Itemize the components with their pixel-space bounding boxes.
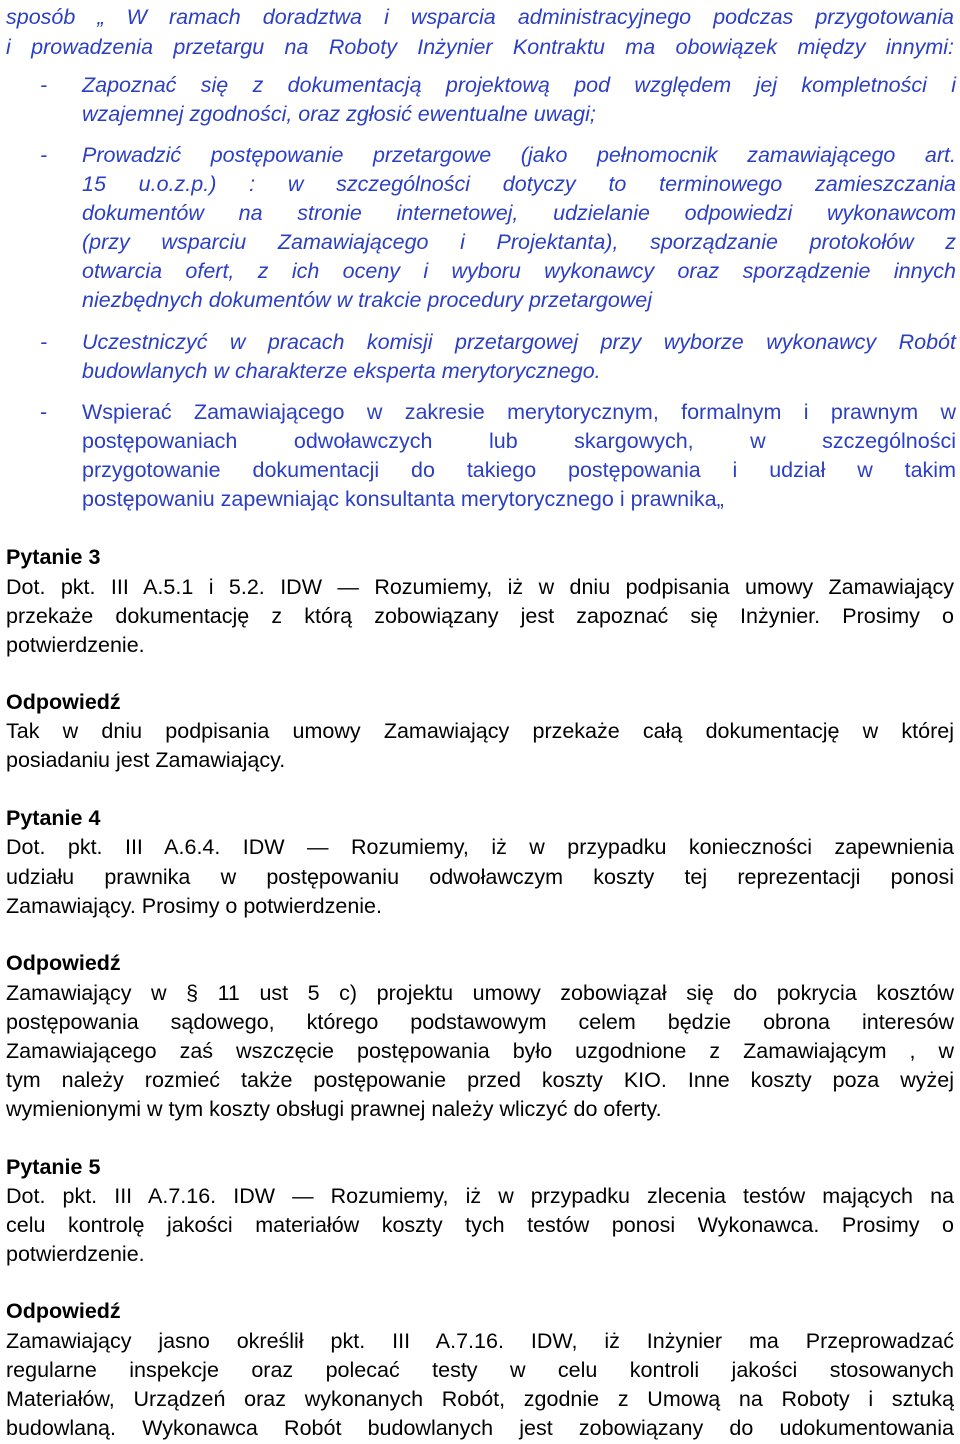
bullet-line: Prowadzić postępowanie przetargowe (jako pełnomocnik zamawiającego art. xyxy=(82,143,956,167)
bullet-line: dokumentów na stronie internetowej, udzielanie odpowiedzi wykonawcom xyxy=(82,201,956,225)
answer-line: postępowania sądowego, którego podstawowym celem będzie obrona interesów xyxy=(6,1010,954,1034)
answer-line: Zamawiający w § 11 ust 5 c) projektu umowy zobowiązał się do pokrycia kosztów xyxy=(6,981,954,1005)
question-heading: Pytanie 5 xyxy=(6,1155,101,1179)
bullet-line: Wspierać Zamawiającego w zakresie merytorycznym, formalnym i prawnym w xyxy=(82,400,956,424)
question-line: celu kontrolę jakości materiałów koszty tych testów ponosi Wykonawca. Prosimy o xyxy=(6,1213,954,1237)
bullet-dash: - xyxy=(40,73,48,97)
bullet-line: postępowaniach odwoławczych lub skargowych, w szczególności xyxy=(82,429,956,453)
question-line: przekaże dokumentację z którą zobowiązany jest zapoznać się Inżynier. Prosimy o xyxy=(6,604,954,628)
question-line: udziału prawnika w postępowaniu odwoławczym koszty tej reprezentacji ponosi xyxy=(6,865,954,889)
answer-heading: Odpowiedź xyxy=(6,1299,121,1323)
bullet-dash: - xyxy=(40,143,48,167)
bullet-line: przygotowanie dokumentacji do takiego postępowania i udział w takim xyxy=(82,458,956,482)
bullet-line: postępowaniu zapewniając konsultanta merytorycznego i prawnika„ xyxy=(82,487,724,511)
bullet-line: Uczestniczyć w pracach komisji przetargowej przy wyborze wykonawcy Robót xyxy=(82,330,956,354)
answer-line: tym należy rozmieć także postępowanie przed koszty KIO. Inne koszty poza wyżej xyxy=(6,1068,954,1092)
bullet-line: otwarcia ofert, z ich oceny i wyboru wykonawcy oraz sporządzenie innych xyxy=(82,259,956,283)
answer-heading: Odpowiedź xyxy=(6,951,121,975)
answer-line: regularne inspekcje oraz polecać testy w celu kontroli jakości stosowanych xyxy=(6,1358,954,1382)
answer-line: Zamawiającego zaś wszczęcie postępowania było uzgodnione z Zamawiającym , w xyxy=(6,1039,954,1063)
answer-line: Zamawiający jasno określił pkt. III A.7.16. IDW, iż Inżynier ma Przeprowadzać xyxy=(6,1329,954,1353)
answer-line: Materiałów, Urządzeń oraz wykonanych Robót, zgodnie z Umową na Roboty i sztuką xyxy=(6,1387,954,1411)
answer-heading: Odpowiedź xyxy=(6,690,121,714)
bullet-line: (przy wsparciu Zamawiającego i Projektanta), sporządzanie protokołów z xyxy=(82,230,956,254)
question-heading: Pytanie 4 xyxy=(6,806,101,830)
question-line: potwierdzenie. xyxy=(6,633,145,657)
answer-line: wymienionymi w tym koszty obsługi prawnej należy wliczyć do oferty. xyxy=(6,1097,662,1121)
question-line: Dot. pkt. III A.5.1 i 5.2. IDW — Rozumiemy, iż w dniu podpisania umowy Zamawiający xyxy=(6,575,954,599)
bullet-line: 15 u.o.z.p.) : w szczególności dotyczy to terminowego zamieszczania xyxy=(82,172,956,196)
bullet-line: niezbędnych dokumentów w trakcie procedury przetargowej xyxy=(82,288,653,312)
question-line: potwierdzenie. xyxy=(6,1242,145,1266)
question-heading: Pytanie 3 xyxy=(6,545,101,569)
bullet-line: budowlanych w charakterze eksperta merytorycznego. xyxy=(82,359,601,383)
bullet-line: wzajemnej zgodności, oraz zgłosić ewentualne uwagi; xyxy=(82,102,596,126)
answer-line: budowlaną. Wykonawca Robót budowlanych jest zobowiązany do udokumentowania xyxy=(6,1416,954,1440)
intro-line: sposób „ W ramach doradztwa i wsparcia administracyjnego podczas przygotowania xyxy=(6,5,954,29)
bullet-dash: - xyxy=(40,400,48,424)
bullet-line: Zapoznać się z dokumentacją projektową pod względem jej kompletności i xyxy=(82,73,956,97)
answer-line: Tak w dniu podpisania umowy Zamawiający przekaże całą dokumentację w której xyxy=(6,719,954,743)
intro-line: i prowadzenia przetargu na Roboty Inżynier Kontraktu ma obowiązek między innymi: xyxy=(6,35,954,59)
bullet-dash: - xyxy=(40,330,48,354)
answer-line: posiadaniu jest Zamawiający. xyxy=(6,748,286,772)
question-line: Dot. pkt. III A.6.4. IDW — Rozumiemy, iż w przypadku konieczności zapewnienia xyxy=(6,835,954,859)
question-line: Dot. pkt. III A.7.16. IDW — Rozumiemy, iż w przypadku zlecenia testów mających na xyxy=(6,1184,954,1208)
question-line: Zamawiający. Prosimy o potwierdzenie. xyxy=(6,894,382,918)
